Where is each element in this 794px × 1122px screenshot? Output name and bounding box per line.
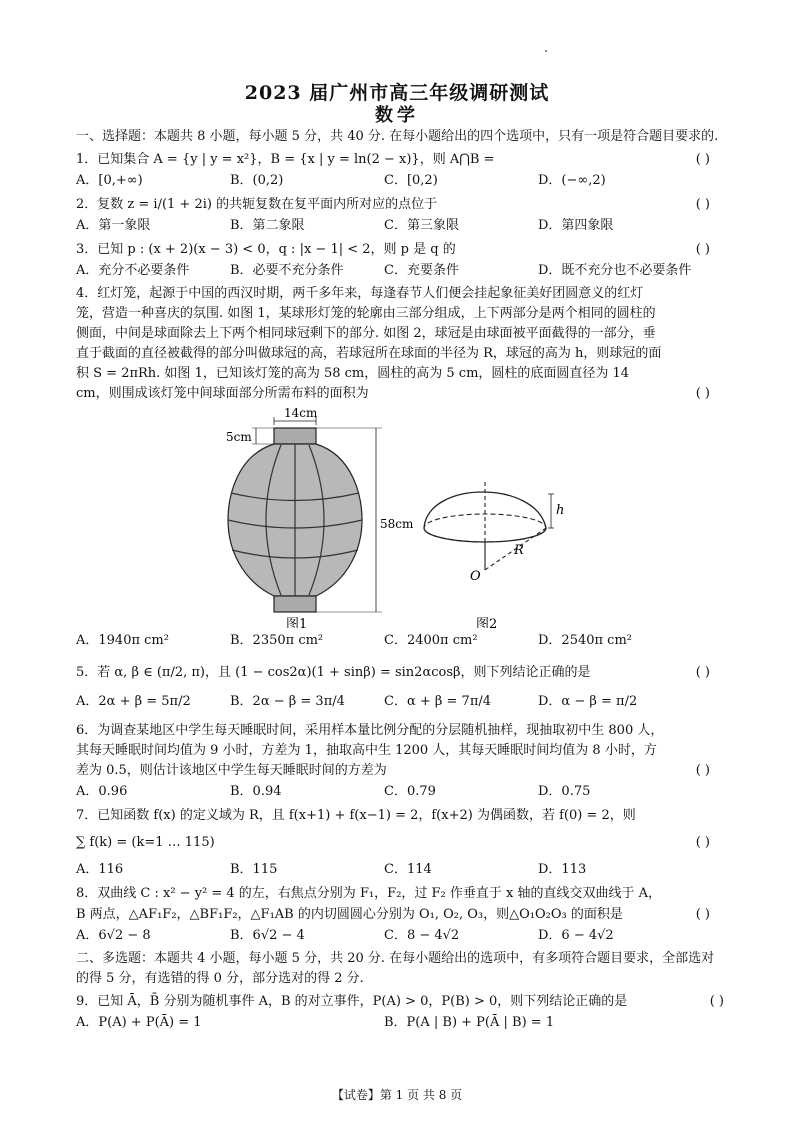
question-7-options [76, 859, 724, 881]
option-c: C．[0,2) [384, 173, 438, 188]
figure-1-label: 图1 [286, 617, 308, 628]
option-b: B．2α − β = 3π/4 [230, 694, 345, 709]
option-c: C．114 [384, 862, 432, 877]
label-5cm: 5cm [226, 430, 252, 444]
option-b: B．115 [230, 862, 278, 877]
answer-paren: ( ) [695, 835, 710, 850]
option-a: A．[0,+∞) [76, 173, 143, 188]
question-7-stem: 7．已知函数 f(x) 的定义域为 R，且 f(x+1) + f(x−1) = 2，f(x+2) 为偶函数，若 f(0) = 2，则 [76, 808, 636, 823]
figure-2-cap [424, 482, 554, 570]
option-d: D．第四象限 [538, 218, 614, 233]
option-b: B．(0,2) [230, 173, 284, 188]
label-14cm: 14cm [284, 408, 318, 420]
exam-subject: 数学 [375, 105, 419, 126]
label-R: R [514, 543, 524, 558]
option-a: A．6√2 − 8 [76, 928, 151, 943]
question-6-options [76, 781, 724, 803]
option-b: B．2350π cm² [230, 633, 324, 648]
option-a: A．0.96 [76, 784, 128, 799]
answer-paren: ( ) [695, 197, 710, 212]
section-1-intro: 一、选择题：本题共 8 小题，每小题 5 分，共 40 分. 在每小题给出的四个选项中，只有一项是符合题目要求的. [76, 129, 719, 144]
question-3 [76, 239, 724, 260]
question-7-sum-expr: ∑ f(k) = (k=1 … 115) [76, 835, 215, 850]
question-4 [76, 284, 724, 404]
question-3-stem: 3．已知 p : (x + 2)(x − 3) < 0，q : |x − 1| < 2，则 p 是 q 的 [76, 242, 456, 257]
question-9-options [76, 1012, 724, 1034]
question-7 [76, 805, 724, 826]
option-d: D．113 [538, 862, 587, 877]
answer-paren: ( ) [709, 994, 724, 1009]
label-O: O [470, 569, 481, 584]
option-d: D．(−∞,2) [538, 173, 606, 188]
option-c: C．2400π cm² [384, 633, 478, 648]
answer-paren: ( ) [695, 386, 710, 401]
option-a: A．2α + β = 5π/2 [76, 694, 191, 709]
question-8-options [76, 925, 724, 947]
answer-paren: ( ) [695, 907, 710, 922]
option-b: B．6√2 − 4 [230, 928, 305, 943]
question-2-stem: 2．复数 z = i/(1 + 2i) 的共轭复数在复平面内所对应的点位于 [76, 197, 438, 212]
lantern-diagram [76, 408, 724, 628]
answer-paren: ( ) [695, 152, 710, 167]
question-2 [76, 194, 724, 215]
question-4-options [76, 630, 724, 652]
question-5-options [76, 691, 724, 713]
question-6-stem: 6．为调查某地区中学生每天睡眠时间，采用样本量比例分配的分层随机抽样，现抽取初中生 800 人，其每天睡眠时间均值为 9 小时，方差为 1，抽取高中生 1200 人，其每天睡眠时间均值为 8 小时，方差为 0.5，则估计该地区中学生每天睡眠时间的方差为 [76, 723, 664, 778]
question-8-stem: 8．双曲线 C : x² − y² = 4 的左，右焦点分别为 F₁，F₂，过 F₂ 作垂直于 x 轴的直线交双曲线于 A，B 两点，△AF₁F₂，△BF₁F₂，△F₁AB 的内切圆圆心分别为 O₁, O₂, O₃，则△O₁O₂O₃ 的面积是 [76, 886, 662, 922]
page-footer: 【试卷】第 1 页 共 8 页 [331, 1088, 463, 1102]
exam-content [76, 127, 724, 1034]
option-b: B．第二象限 [230, 218, 305, 233]
option-d: D．α − β = π/2 [538, 694, 638, 709]
question-6 [76, 721, 724, 781]
figure-2-label: 图2 [476, 617, 498, 628]
option-a: A．1940π cm² [76, 633, 169, 648]
option-b: B．0.94 [230, 784, 282, 799]
question-7-sum [76, 832, 724, 853]
section-2-intro: 二、多选题：本题共 4 小题，每小题 5 分，共 20 分. 在每小题给出的选项中，有多项符合题目要求，全部选对的得 5 分，有选错的得 0 分，部分选对的得 2 分. [76, 951, 715, 986]
option-a: A．第一象限 [76, 218, 151, 233]
option-a: A．P(A) + P(Ā) = 1 [76, 1015, 202, 1030]
option-d: D．2540π cm² [538, 633, 633, 648]
answer-paren: ( ) [695, 763, 710, 778]
question-5-stem: 5．若 α, β ∈ (π/2, π)，且 (1 − cos2α)(1 + sinβ) = sin2αcosβ，则下列结论正确的是 [76, 665, 591, 680]
option-d: D．既不充分也不必要条件 [538, 263, 692, 278]
option-c: C．α + β = 7π/4 [384, 694, 492, 709]
option-b: B．P(A | B) + P(Ā | B) = 1 [384, 1015, 555, 1030]
question-5 [76, 662, 724, 683]
figure-lantern [76, 408, 724, 628]
question-3-options [76, 260, 724, 282]
question-1-options [76, 170, 724, 192]
scan-dot [545, 50, 547, 52]
question-4-stem: 4．红灯笼，起源于中国的西汉时期，两千多年来，每逢春节人们便会挂起象征美好团圆意义的红灯笼，营造一种喜庆的氛围. 如图 1，某球形灯笼的轮廓由三部分组成，上下两部分是两个相同的圆柱的侧面，中间是球面除去上下两个相同球冠剩下的部分. 如图 2，球冠是由球面被平面截得的一部分，垂直于截面的直径被截得的部分叫做球冠的高，若球冠所在球面的半径为 R，球冠的高为 h，则球冠的面积 S = 2πRh. 如图 1，已知该灯笼的高为 58 cm，圆柱的高为 5 cm，圆柱的底面圆直径为 14 cm，则围成该灯笼中间球面部分所需布料的面积为 [76, 286, 662, 401]
question-9 [76, 991, 724, 1012]
question-2-options [76, 215, 724, 237]
option-c: C．充要条件 [384, 263, 459, 278]
option-d: D．0.75 [538, 784, 591, 799]
option-c: C．第三象限 [384, 218, 459, 233]
question-9-stem: 9．已知 Ā，B̄ 分别为随机事件 A，B 的对立事件，P(A) > 0，P(B) > 0，则下列结论正确的是 [76, 994, 628, 1009]
answer-paren: ( ) [695, 242, 710, 257]
label-h: h [556, 503, 565, 518]
question-1 [76, 149, 724, 170]
option-b: B．必要不充分条件 [230, 263, 344, 278]
option-a: A．充分不必要条件 [76, 263, 190, 278]
answer-paren: ( ) [695, 665, 710, 680]
label-58cm: 58cm [380, 517, 414, 531]
option-c: C．8 − 4√2 [384, 928, 460, 943]
figure-1-lantern [228, 417, 382, 612]
question-8 [76, 883, 724, 925]
option-c: C．0.79 [384, 784, 436, 799]
exam-title: 2023 届广州市高三年级调研测试 [244, 82, 550, 104]
question-1-stem: 1．已知集合 A = {y | y = x²}，B = {x | y = ln(2 − x)}，则 A⋂B = [76, 152, 495, 167]
option-a: A．116 [76, 862, 124, 877]
option-d: D．6 − 4√2 [538, 928, 614, 943]
